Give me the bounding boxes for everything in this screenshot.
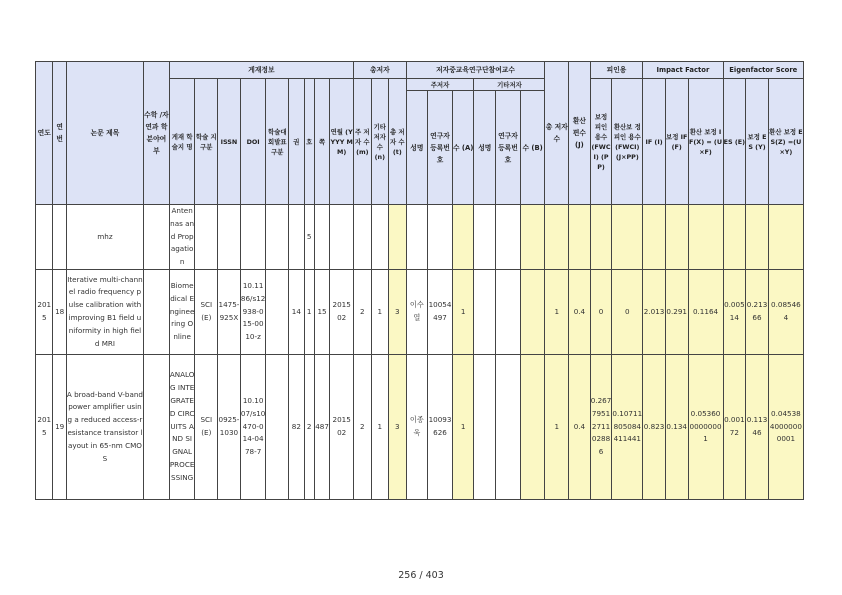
cell-reg2 <box>496 354 521 499</box>
cell-journal-type: SCI(E) <box>195 269 218 354</box>
header-category: 수학 /자연과 학 분야여부 <box>144 62 170 205</box>
cell-m <box>354 205 371 270</box>
cell-if-adj <box>665 205 688 270</box>
header-page: 쪽 <box>314 79 329 205</box>
cell-issue: 1 <box>304 269 314 354</box>
cell-year: 2015 <box>36 354 53 499</box>
cell-es-conv <box>768 205 803 270</box>
cell-no <box>53 205 66 270</box>
header-impact: Impact Factor <box>643 62 723 79</box>
cell-name2 <box>474 269 496 354</box>
header-other-authors: 기타 저자 수 (n) <box>371 79 388 205</box>
header-journal-reg: 학술대 회발표 구분 <box>266 79 289 205</box>
header-if: IF (I) <box>643 79 666 205</box>
cell-es-conv: 0.0453840000000001 <box>768 354 803 499</box>
cell-a <box>452 205 474 270</box>
cell-m: 2 <box>354 354 371 499</box>
header-pubinfo: 게재정보 <box>169 62 353 79</box>
header-count-b: 수 (B) <box>520 91 545 205</box>
header-main-group: 주저자 <box>406 79 474 91</box>
cell-journal: Biomedical Engineering Online <box>169 269 195 354</box>
cell-issn <box>218 205 241 270</box>
cell-reg: 10093626 <box>428 354 453 499</box>
cell-if <box>643 205 666 270</box>
cell-name2 <box>474 354 496 499</box>
cell-journal: ANALOG INTEGRATED CIRCUITS AND SIGNAL PROCESSING <box>169 354 195 499</box>
header-reg-no2: 연구자 등록번 호 <box>496 91 521 205</box>
cell-n: 1 <box>371 354 388 499</box>
header-total-authors: 총 저자 수 (t) <box>389 79 407 205</box>
cell-n: 1 <box>371 269 388 354</box>
cell-t: 3 <box>389 269 407 354</box>
cell-name: 이종욱 <box>406 354 428 499</box>
cell-es <box>723 205 746 270</box>
cell-b <box>520 269 545 354</box>
cell-doi: 10.1007/s10470-014-0478-7 <box>240 354 266 499</box>
cell-total <box>545 205 569 270</box>
cell-reg2 <box>496 205 521 270</box>
cell-if: 2.013 <box>643 269 666 354</box>
cell-issue: 2 <box>304 354 314 499</box>
cell-doi <box>240 205 266 270</box>
header-fwci-conv: 환산보 정피인 용수 (FWCI) (J×PP) <box>612 79 643 205</box>
cell-if-conv <box>688 205 723 270</box>
cell-total: 1 <box>545 269 569 354</box>
cell-page: 487 <box>314 354 329 499</box>
cell-date: 2015 02 <box>330 269 354 354</box>
header-other-group: 기타저자 <box>474 79 545 91</box>
cell-year: 2015 <box>36 269 53 354</box>
header-es-adj: 보정 ES (Y) <box>746 79 769 205</box>
cell-t <box>389 205 407 270</box>
cell-j <box>569 205 591 270</box>
cell-j: 0.4 <box>569 354 591 499</box>
header-es: ES (E) <box>723 79 746 205</box>
header-vol: 권 <box>289 79 304 205</box>
cell-journal-reg <box>266 205 289 270</box>
page-number: 256 / 403 <box>398 570 444 581</box>
cell-category <box>144 354 170 499</box>
cell-es-adj <box>746 205 769 270</box>
header-fwci: 보정 피인 용수 (FWC I) (PP) <box>590 79 612 205</box>
header-weighted: 환산 편수 (J) <box>569 62 591 205</box>
header-es-conv: 환산 보정 ES(Z) =(U×Y) <box>768 79 803 205</box>
header-doi: DOI <box>240 79 266 205</box>
cell-date <box>330 205 354 270</box>
header-citations: 피인용 <box>590 62 643 79</box>
header-if-adj: 보정 IF (F) <box>665 79 688 205</box>
cell-b <box>520 205 545 270</box>
header-main-authors: 주 저자 수 (m) <box>354 79 371 205</box>
cell-if-adj: 0.134 <box>665 354 688 499</box>
cell-m: 2 <box>354 269 371 354</box>
cell-es-conv: 0.085464 <box>768 269 803 354</box>
cell-fwci-conv <box>612 205 643 270</box>
header-name: 성명 <box>406 91 428 205</box>
cell-category <box>144 269 170 354</box>
cell-issue: 5 <box>304 205 314 270</box>
cell-category <box>144 205 170 270</box>
cell-title: Iterative multi-channel radio frequency pulse calibration with improving B1 field uniformity in high field MRI <box>66 269 143 354</box>
cell-name2 <box>474 205 496 270</box>
cell-journal: Antennas and Propagation <box>169 205 195 270</box>
header-title: 논문 제목 <box>66 62 143 205</box>
cell-es-adj: 0.21366 <box>746 269 769 354</box>
header-issue: 호 <box>304 79 314 205</box>
header-authors: 총저자 <box>354 62 406 79</box>
header-if-conv: 환산 보정 IF(X) = (U×F) <box>688 79 723 205</box>
cell-reg: 10054497 <box>428 269 453 354</box>
cell-name <box>406 205 428 270</box>
header-journal: 게재 학술지 명 <box>169 79 195 205</box>
header-issn: ISSN <box>218 79 241 205</box>
cell-page <box>314 205 329 270</box>
header-total-count: 총 저자 수 <box>545 62 569 205</box>
cell-vol: 14 <box>289 269 304 354</box>
cell-b <box>520 354 545 499</box>
header-journal-type: 학술 지 구분 <box>195 79 218 205</box>
table-row <box>36 354 804 499</box>
cell-vol: 82 <box>289 354 304 499</box>
cell-es-adj: 0.11346 <box>746 354 769 499</box>
header-eigen: Eigenfactor Score <box>723 62 803 79</box>
header-reg-no: 연구자 등록번 호 <box>428 91 453 205</box>
cell-no: 18 <box>53 269 66 354</box>
cell-vol <box>289 205 304 270</box>
cell-if-conv: 0.1164 <box>688 269 723 354</box>
header-date: 연월 (YYYY MM) <box>330 79 354 205</box>
header-count-a: 수 (A) <box>452 91 474 205</box>
cell-reg2 <box>496 269 521 354</box>
table-row <box>36 205 804 270</box>
cell-fwci: 0.2677951271102886 <box>590 354 612 499</box>
cell-fwci-conv: 0.10711805084411441 <box>612 354 643 499</box>
cell-journal-type <box>195 205 218 270</box>
cell-issn: 1475-925X <box>218 269 241 354</box>
cell-issn: 0925-1030 <box>218 354 241 499</box>
cell-n <box>371 205 388 270</box>
cell-date: 2015 02 <box>330 354 354 499</box>
cell-j: 0.4 <box>569 269 591 354</box>
cell-name: 이수열 <box>406 269 428 354</box>
cell-a: 1 <box>452 269 474 354</box>
cell-a: 1 <box>452 354 474 499</box>
cell-journal-reg <box>266 354 289 499</box>
cell-fwci-conv: 0 <box>612 269 643 354</box>
cell-es: 0.00172 <box>723 354 746 499</box>
cell-journal-type: SCI(E) <box>195 354 218 499</box>
header-name2: 성명 <box>474 91 496 205</box>
table-row <box>36 269 804 354</box>
cell-total: 1 <box>545 354 569 499</box>
cell-fwci <box>590 205 612 270</box>
header-year: 연도 <box>36 62 53 205</box>
cell-page: 15 <box>314 269 329 354</box>
cell-title: mhz <box>66 205 143 270</box>
cell-reg <box>428 205 453 270</box>
cell-if: 0.823 <box>643 354 666 499</box>
header-no: 연번 <box>53 62 66 205</box>
cell-fwci: 0 <box>590 269 612 354</box>
cell-if-conv: 0.0536000000001 <box>688 354 723 499</box>
cell-t: 3 <box>389 354 407 499</box>
cell-if-adj: 0.291 <box>665 269 688 354</box>
cell-title: A broad-band V-band power amplifier using a reduced access-resistance transistor layout in 65-nm CMOS <box>66 354 143 499</box>
header-participants: 저자중교육연구단참여교수 <box>406 62 545 79</box>
cell-no: 19 <box>53 354 66 499</box>
cell-es: 0.00514 <box>723 269 746 354</box>
cell-journal-reg <box>266 269 289 354</box>
cell-year <box>36 205 53 270</box>
cell-doi: 10.1186/s12938-015-0010-z <box>240 269 266 354</box>
research-output-table <box>35 61 804 500</box>
